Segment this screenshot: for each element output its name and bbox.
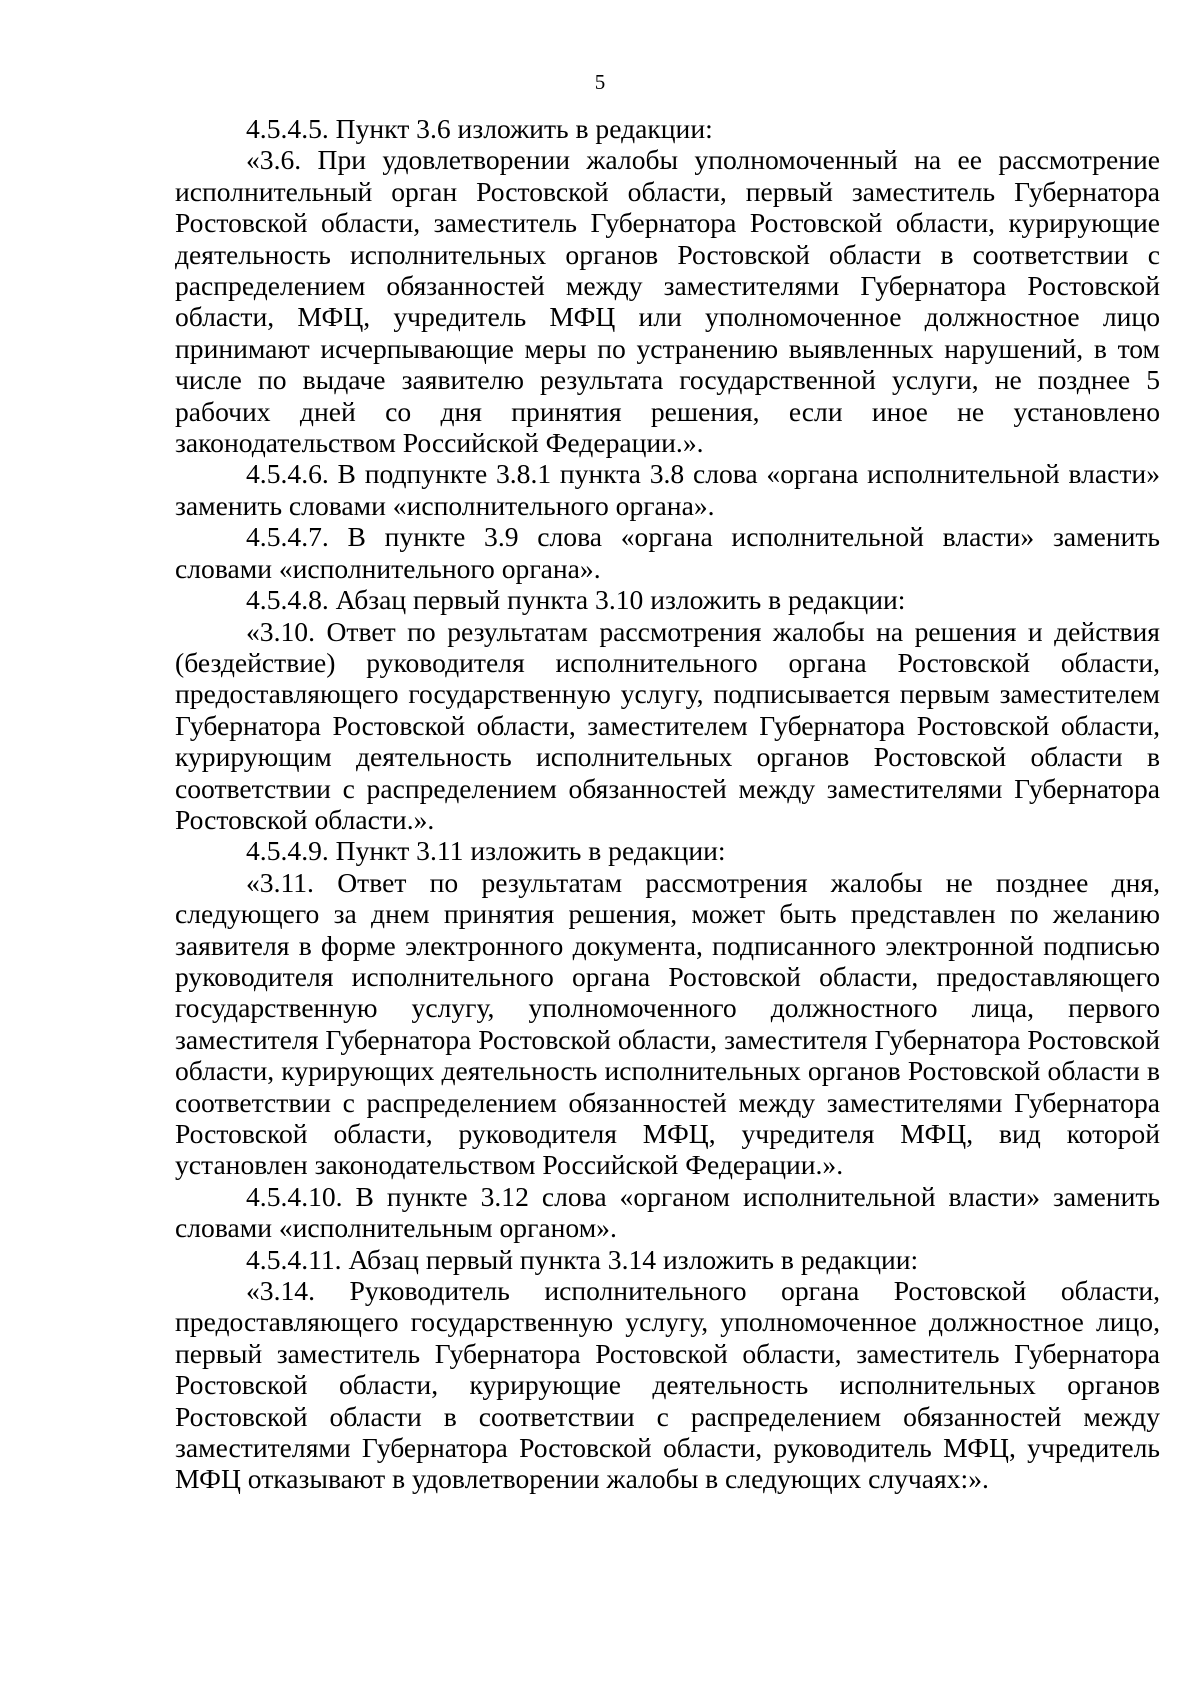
paragraph: 4.5.4.6. В подпункте 3.8.1 пункта 3.8 слова «органа исполнительной власти» заменить словами «исполнительного органа». — [175, 458, 1160, 521]
paragraph: 4.5.4.11. Абзац первый пункта 3.14 изложить в редакции: — [246, 1243, 919, 1275]
paragraph: 4.5.4.8. Абзац первый пункта 3.10 изложить в редакции: — [246, 584, 906, 616]
paragraph: «3.6. При удовлетворении жалобы уполномоченный на ее рассмотрение исполнительный орган Ростовской области, первый заместитель Губернатора Ростовской области, заместитель Губернатора Ростовской области, курирующие деятельность исполнительных органов Ростовской области в соответствии с распределением обязанностей между заместителями Губернатора Ростовской области, МФЦ, учредитель МФЦ или уполномоченное должностное лицо принимают исчерпывающие меры по устранению выявленных нарушений, в том числе по выдаче заявителю результата государственной услуги, не позднее 5 рабочих дней со дня принятия решения, если иное не установлено законодательством Российской Федерации.». — [175, 144, 1160, 459]
page-number: 5 — [594, 70, 606, 94]
paragraph: «3.11. Ответ по результатам рассмотрения жалобы не позднее дня, следующего за днем принятия решения, может быть представлен по желанию заявителя в форме электронного документа, подписанного электронной подписью руководителя исполнительного органа Ростовской области, предоставляющего государственную услугу, уполномоченного должностного лица, первого заместителя Губернатора Ростовской области, заместителя Губернатора Ростовской области, курирующих деятельность исполнительных органов Ростовской области в соответствии с распределением обязанностей между заместителями Губернатора Ростовской области, руководителя МФЦ, учредителя МФЦ, вид которой установлен законодательством Российской Федерации.». — [175, 866, 1160, 1181]
document-body — [175, 113, 1160, 1495]
paragraph: 4.5.4.9. Пункт 3.11 изложить в редакции: — [246, 835, 726, 867]
paragraph: «3.10. Ответ по результатам рассмотрения жалобы на решения и действия (бездействие) руководителя исполнительного органа Ростовской области, предоставляющего государственную услугу, подписывается первым заместителем Губернатора Ростовской области, заместителем Губернатора Ростовской области, курирующим деятельность исполнительных органов Ростовской области в соответствии с распределением обязанностей между заместителями Губернатора Ростовской области.». — [175, 615, 1160, 835]
paragraph: «3.14. Руководитель исполнительного органа Ростовской области, предоставляющего государственную услугу, уполномоченное должностное лицо, первый заместитель Губернатора Ростовской области, заместитель Губернатора Ростовской области, курирующие деятельность исполнительных органов Ростовской области в соответствии с распределением обязанностей между заместителями Губернатора Ростовской области, руководитель МФЦ, учредитель МФЦ отказывают в удовлетворении жалобы в следующих случаях:». — [175, 1275, 1160, 1495]
paragraph: 4.5.4.5. Пункт 3.6 изложить в редакции: — [246, 113, 713, 144]
paragraph: 4.5.4.10. В пункте 3.12 слова «органом исполнительной власти» заменить словами «исполнительным органом». — [175, 1180, 1160, 1244]
paragraph: 4.5.4.7. В пункте 3.9 слова «органа исполнительной власти» заменить словами «исполнительного органа». — [175, 521, 1160, 584]
